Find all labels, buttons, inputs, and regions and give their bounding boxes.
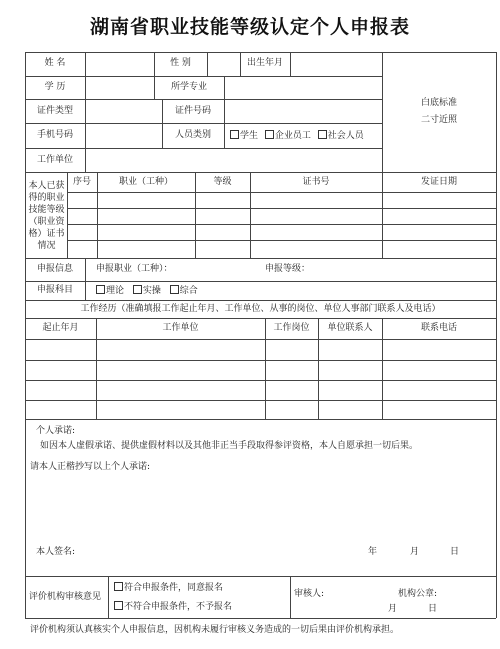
cert-header-no: 序号 bbox=[72, 177, 91, 187]
exp-header-unit: 工作单位 bbox=[162, 323, 199, 333]
grid-line bbox=[224, 76, 225, 148]
grid-line bbox=[25, 576, 496, 577]
id-number-label: 证件号码 bbox=[174, 106, 211, 116]
phone-label: 手机号码 bbox=[36, 130, 73, 140]
grid-line bbox=[207, 52, 208, 76]
form-title: 湖南省职业技能等级认定个人申报表 bbox=[89, 16, 410, 38]
apply-info-label: 申报信息 bbox=[36, 264, 73, 274]
grid-line bbox=[67, 224, 496, 225]
grid-line bbox=[290, 52, 291, 76]
grid-line bbox=[25, 300, 496, 301]
grid-line bbox=[67, 192, 496, 193]
person-type-options bbox=[230, 130, 364, 142]
cert-header-issue-date: 发证日期 bbox=[420, 177, 457, 187]
promise-text: 如因本人虚假承诺、提供虚假材料以及其他非正当手段取得参评资格，本人自愿承担一切后果。 bbox=[40, 441, 419, 451]
grid-line bbox=[290, 576, 291, 618]
exp-header-position: 工作岗位 bbox=[273, 323, 310, 333]
grid-line bbox=[108, 576, 109, 618]
employee-option-label: 企业员工 bbox=[274, 131, 311, 141]
grid-line bbox=[496, 52, 497, 618]
grid-line bbox=[85, 258, 86, 300]
grid-line bbox=[25, 258, 496, 259]
apply-subject-label: 申报科目 bbox=[36, 285, 73, 295]
cert-header-occupation: 职业（工种） bbox=[118, 177, 173, 187]
grid-line bbox=[25, 148, 382, 149]
reviewer-label: 审核人: bbox=[294, 589, 325, 599]
person-type-label: 人员类别 bbox=[174, 130, 211, 140]
promise-month-label: 月 bbox=[410, 547, 420, 557]
grid-line bbox=[25, 99, 382, 100]
theory-option-label: 理论 bbox=[106, 286, 125, 296]
practice-option-label: 实操 bbox=[142, 286, 161, 296]
experience-title: 工作经历（准确填报工作起止年月、工作单位、从事的岗位、单位人事部门联系人及电话） bbox=[80, 304, 441, 314]
grid-line bbox=[25, 281, 496, 282]
social-checkbox[interactable] bbox=[318, 130, 327, 139]
gender-label: 性 别 bbox=[170, 58, 191, 68]
grid-line bbox=[85, 52, 86, 172]
major-label: 所学专业 bbox=[170, 82, 207, 92]
name-label: 姓 名 bbox=[44, 58, 66, 68]
seal-label: 机构公章: bbox=[398, 589, 438, 599]
combined-option-label: 综合 bbox=[179, 286, 198, 296]
birth-label: 出生年月 bbox=[246, 58, 283, 68]
student-checkbox[interactable] bbox=[230, 130, 239, 139]
exp-header-period: 起止年月 bbox=[42, 323, 79, 333]
id-type-label: 证件类型 bbox=[36, 106, 73, 116]
grid-line bbox=[25, 76, 382, 77]
fail-checkbox[interactable] bbox=[114, 601, 123, 610]
student-option-label: 学生 bbox=[240, 131, 259, 141]
theory-checkbox[interactable] bbox=[96, 285, 105, 294]
pass-option-label: 符合申报条件，同意报名 bbox=[124, 583, 224, 593]
grid-line bbox=[25, 172, 496, 173]
cert-header-cert-number: 证书号 bbox=[302, 177, 330, 187]
pass-checkbox[interactable] bbox=[114, 582, 123, 591]
exp-header-phone: 联系电话 bbox=[420, 323, 457, 333]
apply-level-label: 申报等级： bbox=[265, 264, 311, 274]
photo-instruction-line2: 二寸近照 bbox=[420, 115, 457, 125]
review-label: 评价机构审核意见 bbox=[29, 592, 102, 602]
education-label: 学 历 bbox=[44, 82, 66, 92]
cert-header-level: 等级 bbox=[213, 177, 232, 187]
subject-options bbox=[96, 285, 198, 297]
footer-note: 评价机构须认真核实个人申报信息，因机构未履行审核义务造成的一切后果由评价机构承担。 bbox=[30, 625, 400, 635]
copy-instruction: 请本人正楷抄写以上个人承诺: bbox=[30, 462, 151, 472]
practice-checkbox[interactable] bbox=[133, 285, 142, 294]
photo-instruction-line1: 白底标准 bbox=[420, 98, 457, 108]
social-option-label: 社会人员 bbox=[327, 131, 364, 141]
review-pass-option bbox=[114, 582, 223, 594]
promise-day-label: 日 bbox=[450, 547, 460, 557]
review-month-label: 月 bbox=[388, 604, 398, 614]
grid-line bbox=[67, 240, 496, 241]
certificates-side-label: 本人已获得的职业技能等级（职业资格）证书情况 bbox=[28, 181, 65, 251]
grid-line bbox=[67, 208, 496, 209]
combined-checkbox[interactable] bbox=[170, 285, 179, 294]
fail-option-label: 不符合申报条件，不予报名 bbox=[124, 602, 233, 612]
review-fail-option bbox=[114, 601, 232, 613]
work-unit-label: 工作单位 bbox=[36, 155, 73, 165]
photo-area[interactable] bbox=[382, 52, 496, 172]
promise-year-label: 年 bbox=[368, 547, 378, 557]
grid-line bbox=[25, 618, 496, 619]
apply-occupation-label: 申报职业（工种）： bbox=[96, 264, 173, 274]
review-day-label: 日 bbox=[428, 604, 438, 614]
exp-header-contact: 单位联系人 bbox=[327, 323, 373, 333]
signature-label: 本人签名: bbox=[36, 547, 76, 557]
grid-line bbox=[25, 123, 382, 124]
grid-line bbox=[25, 419, 496, 420]
employee-checkbox[interactable] bbox=[265, 130, 274, 139]
promise-heading: 个人承诺: bbox=[36, 426, 76, 436]
